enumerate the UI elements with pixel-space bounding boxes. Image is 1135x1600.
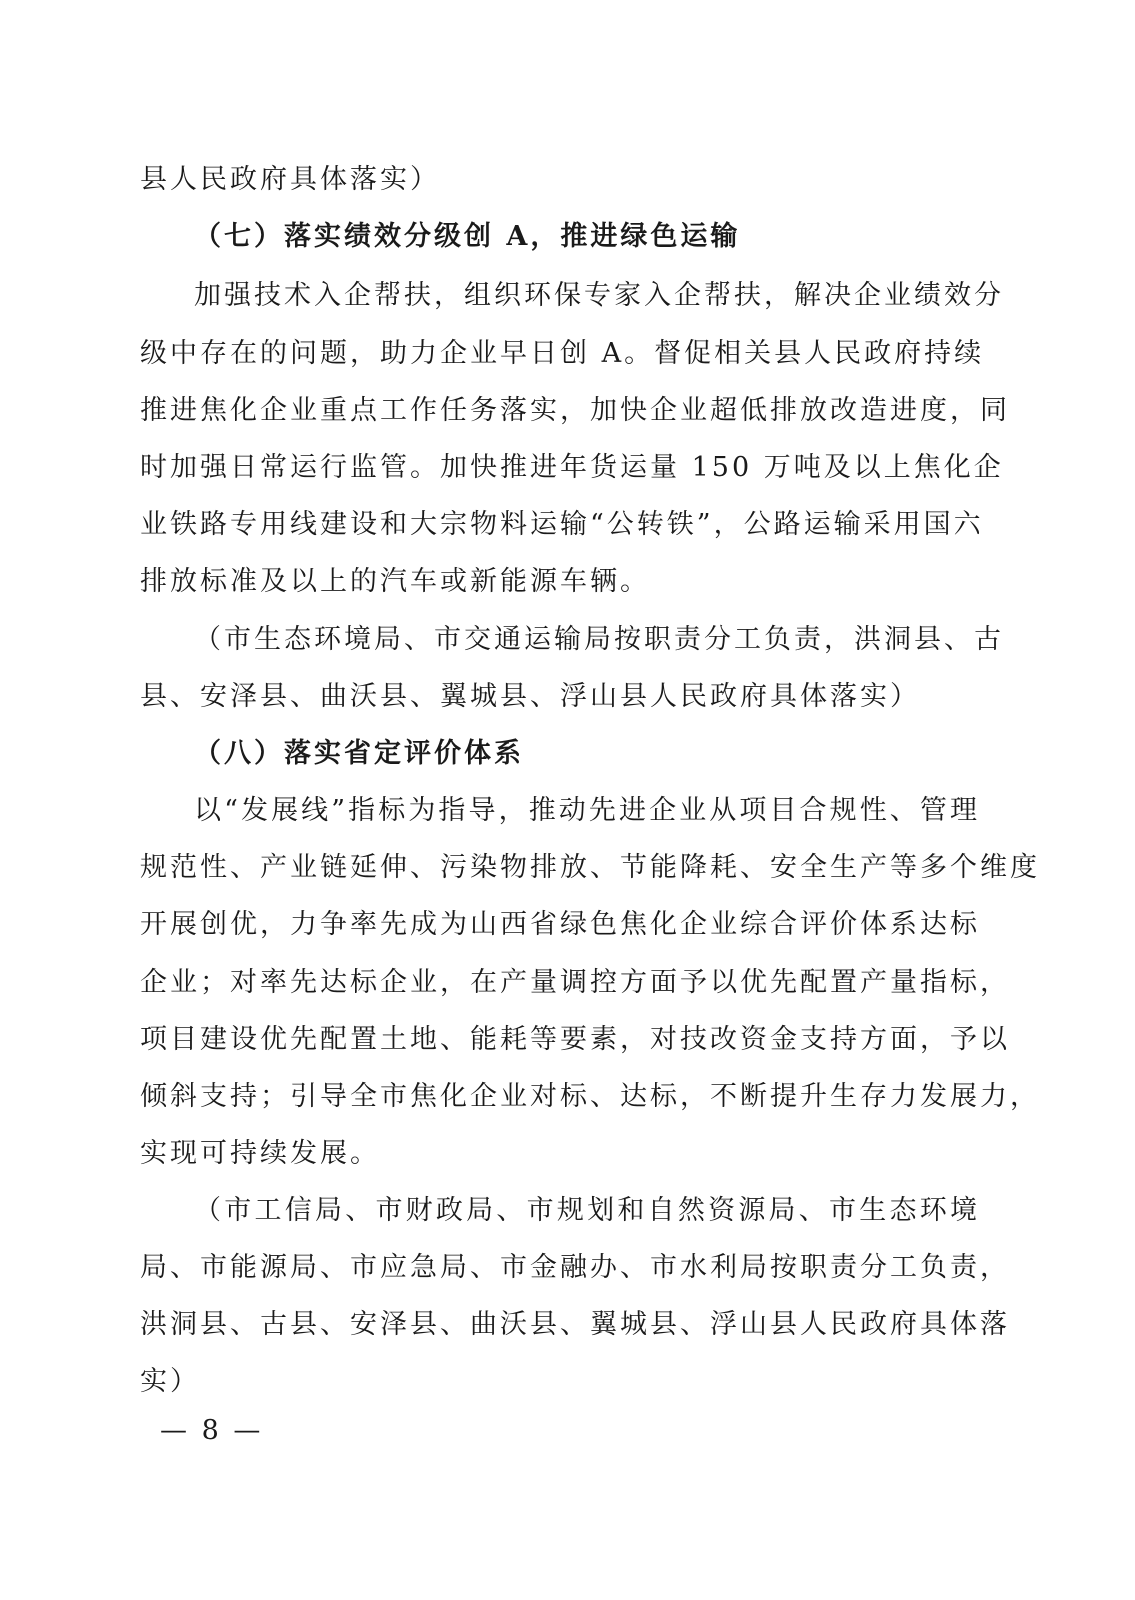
text-line-5: 推进焦化企业重点工作任务落实，加快企业超低排放改造进度，同: [140, 395, 1010, 426]
text-line-21: 洪洞县、古县、安泽县、曲沃县、翼城县、浮山县人民政府具体落: [140, 1309, 1010, 1340]
text-line-17: 倾斜支持；引导全市焦化企业对标、达标，不断提升生存力发展力，: [140, 1081, 1040, 1112]
text-line-1: 县人民政府具体落实）: [140, 164, 440, 195]
section-heading-7: （七）落实绩效分级创 A，推进绿色运输: [194, 221, 741, 252]
text-line-3: 加强技术入企帮扶，组织环保专家入企帮扶，解决企业绩效分: [194, 280, 1004, 311]
text-line-6: 时加强日常运行监管。加快推进年货运量 150 万吨及以上焦化企: [140, 452, 1004, 483]
text-line-15: 企业；对率先达标企业，在产量调控方面予以优先配置产量指标，: [140, 967, 1010, 998]
text-line-7: 业铁路专用线建设和大宗物料运输“公转铁”，公路运输采用国六: [140, 509, 984, 540]
text-line-8: 排放标准及以上的汽车或新能源车辆。: [140, 566, 650, 597]
text-line-13: 规范性、产业链延伸、污染物排放、节能降耗、安全生产等多个维度: [140, 852, 1040, 883]
page-number: — 8 —: [160, 1415, 264, 1446]
text-line-9: （市生态环境局、市交通运输局按职责分工负责，洪洞县、古: [194, 624, 1004, 655]
section-heading-8: （八）落实省定评价体系: [194, 738, 524, 769]
text-line-16: 项目建设优先配置土地、能耗等要素，对技改资金支持方面，予以: [140, 1024, 1010, 1055]
text-line-22: 实）: [140, 1366, 200, 1397]
text-line-10: 县、安泽县、曲沃县、翼城县、浮山县人民政府具体落实）: [140, 681, 920, 712]
text-line-20: 局、市能源局、市应急局、市金融办、市水利局按职责分工负责，: [140, 1252, 1010, 1283]
text-line-14: 开展创优，力争率先成为山西省绿色焦化企业综合评价体系达标: [140, 909, 980, 940]
text-line-12: 以“发展线”指标为指导，推动先进企业从项目合规性、管理: [194, 795, 980, 826]
text-line-19: （市工信局、市财政局、市规划和自然资源局、市生态环境: [194, 1195, 980, 1226]
text-line-4: 级中存在的问题，助力企业早日创 A。督促相关县人民政府持续: [140, 338, 985, 369]
text-line-18: 实现可持续发展。: [140, 1138, 380, 1169]
